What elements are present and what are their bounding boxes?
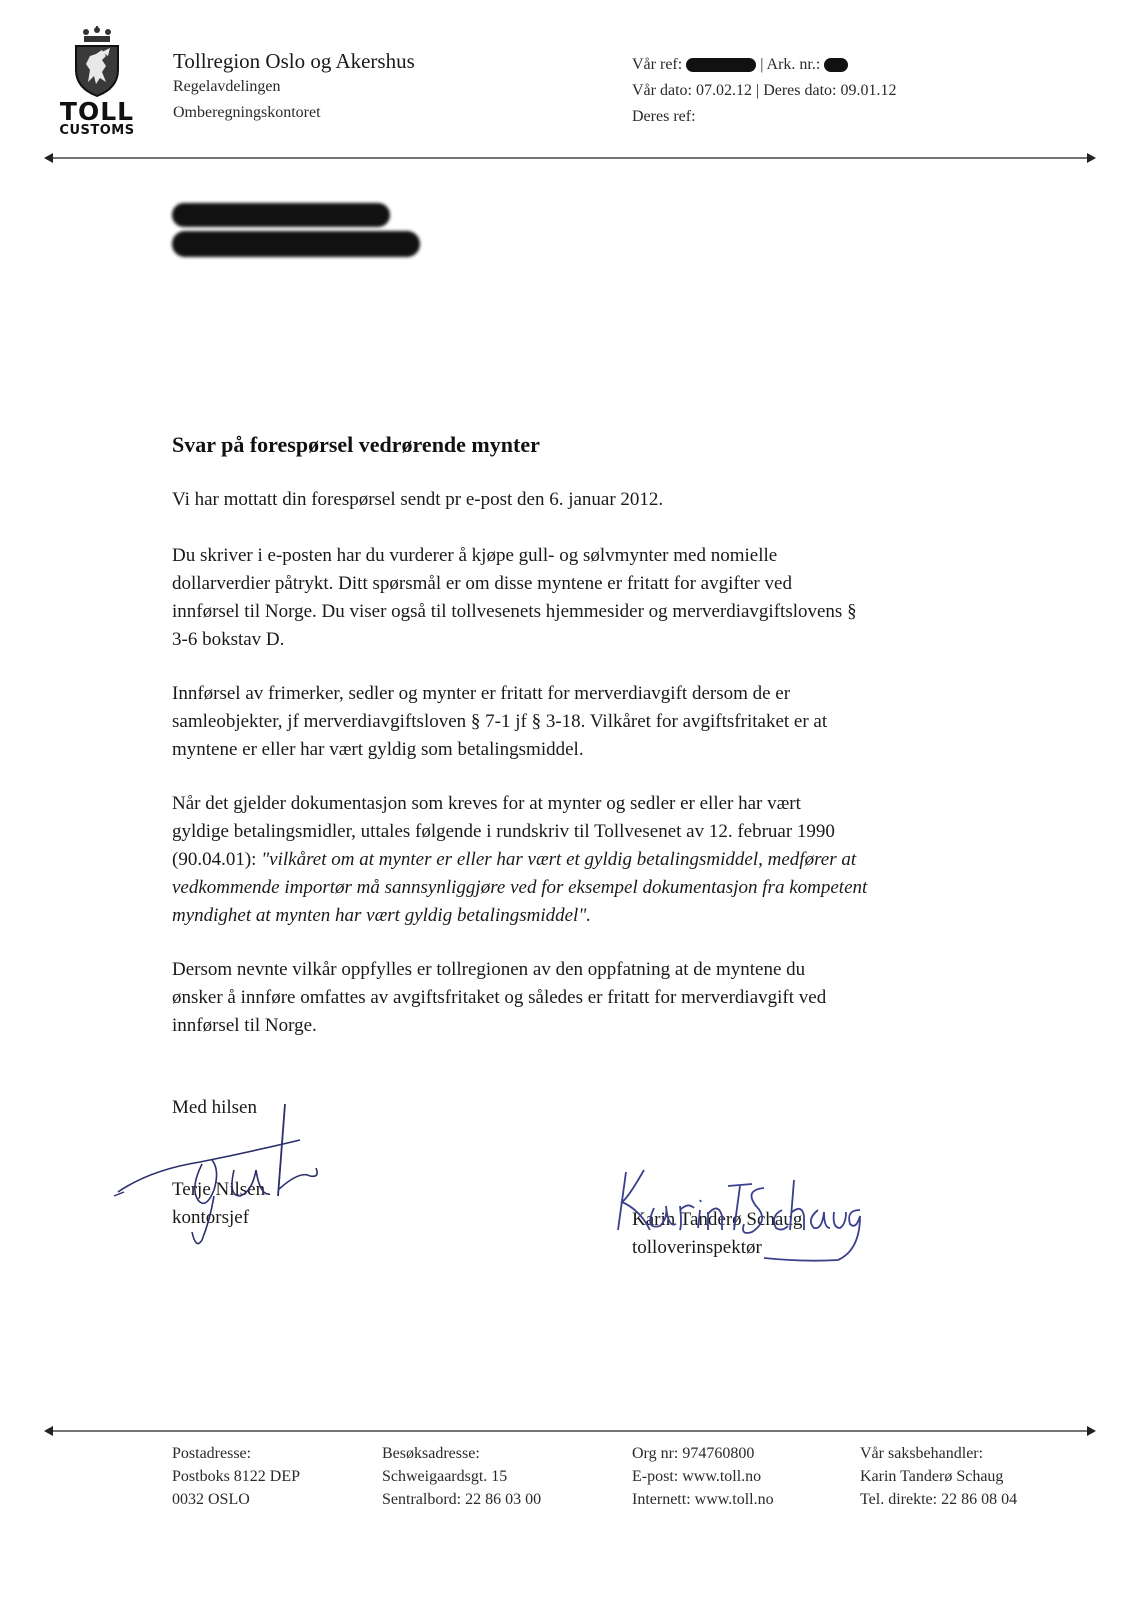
quoted-text: "vilkåret om at mynter er eller har vært et gyldig betalingsmiddel, medfører at bbox=[261, 849, 857, 870]
ref-line-2 bbox=[632, 78, 897, 104]
footer-value: 0032 OSLO bbox=[172, 1491, 250, 1508]
toll-customs-logo bbox=[52, 26, 142, 146]
paragraph-line: Du skriver i e-posten har du vurderer å kjøpe gull- og sølvmynter med nomielle bbox=[172, 545, 778, 566]
redacted-recipient-name bbox=[172, 203, 390, 227]
quoted-text: vedkommende importør må sannsynliggjøre ved for eksempel dokumentasjon fra kompetent bbox=[172, 877, 868, 898]
footer-org-info bbox=[632, 1442, 774, 1511]
signer-1-title: kontorsjef bbox=[172, 1207, 250, 1228]
header-divider bbox=[44, 152, 1096, 164]
footer-value: Karin Tanderø Schaug bbox=[860, 1468, 1004, 1485]
logo-wordmark: TOLL bbox=[59, 97, 135, 126]
ref-line-1 bbox=[632, 52, 897, 78]
footer-value: E-post: www.toll.no bbox=[632, 1468, 762, 1485]
paragraph-line: innførsel til Norge. bbox=[172, 1015, 317, 1036]
footer-label: Besøksadresse: bbox=[382, 1445, 480, 1462]
paragraph-2 bbox=[172, 542, 1012, 654]
var-ref-label: Vår ref: bbox=[632, 56, 683, 73]
sender-block bbox=[173, 48, 415, 126]
letter-title: Svar på forespørsel vedrørende mynter bbox=[172, 432, 540, 457]
ref-separator: | bbox=[755, 82, 760, 99]
ark-nr-label: Ark. nr.: bbox=[766, 56, 821, 73]
logo-subwordmark: CUSTOMS bbox=[59, 123, 135, 138]
footer-postal-address bbox=[172, 1442, 300, 1511]
reference-block bbox=[632, 52, 897, 130]
footer-value: Tel. direkte: 22 86 08 04 bbox=[860, 1491, 1018, 1508]
norwegian-lion-coat-of-arms-icon bbox=[72, 26, 122, 98]
ref-separator: | bbox=[760, 56, 764, 73]
signer-2-title: tolloverinspektør bbox=[632, 1237, 762, 1258]
org-name: Tollregion Oslo og Akershus bbox=[173, 49, 415, 73]
paragraph-line: gyldige betalingsmidler, uttales følgende i rundskriv til Tollvesenet av 12. februar 1990 bbox=[172, 821, 835, 842]
ref-line-3 bbox=[632, 104, 897, 130]
deres-dato: 09.01.12 bbox=[840, 82, 897, 99]
paragraph-line: Dersom nevnte vilkår oppfylles er tollregionen av den oppfatning at de myntene du bbox=[172, 959, 806, 980]
handwritten-signature-2 bbox=[614, 1150, 864, 1270]
footer-label: Postadresse: bbox=[172, 1445, 252, 1462]
paragraph-line: samleobjekter, jf merverdiavgiftsloven § 7-1 jf § 3-18. Vilkåret for avgiftsfritaket er at bbox=[172, 711, 828, 732]
footer-value: Postboks 8122 DEP bbox=[172, 1468, 301, 1485]
footer-case-handler bbox=[860, 1442, 1017, 1511]
redacted-ref bbox=[686, 58, 756, 72]
paragraph-1 bbox=[172, 486, 1012, 514]
paragraph-line: 3-6 bokstav D. bbox=[172, 629, 285, 650]
deres-ref-label: Deres ref: bbox=[632, 108, 696, 125]
paragraph-line: myntene er eller har vært gyldig som betalingsmiddel. bbox=[172, 739, 584, 760]
paragraph-line: innførsel til Norge. Du viser også til tollvesenets hjemmesider og merverdiavgiftslovens § bbox=[172, 601, 857, 622]
paragraph-line bbox=[172, 846, 1012, 874]
redacted-recipient-address bbox=[172, 231, 420, 257]
paragraph-line: Når det gjelder dokumentasjon som kreves for at mynter og sedler er eller har vært bbox=[172, 793, 801, 814]
footer-visiting-address bbox=[382, 1442, 541, 1511]
quoted-text: myndighet at mynten har vært gyldig betalingsmiddel". bbox=[172, 905, 592, 926]
circular-reference: (90.04.01): bbox=[172, 849, 262, 870]
signer-1-name: Terje Nilsen bbox=[172, 1179, 266, 1200]
deres-dato-label: Deres dato: bbox=[763, 82, 837, 99]
paragraph-3 bbox=[172, 680, 1012, 764]
footer-label: Vår saksbehandler: bbox=[860, 1445, 984, 1462]
signer-2-name: Karin Tanderø Schaug bbox=[632, 1209, 803, 1230]
paragraph-line: Vi har mottatt din forespørsel sendt pr e-post den 6. januar 2012. bbox=[172, 489, 664, 510]
footer-divider bbox=[44, 1425, 1096, 1437]
paragraph-5 bbox=[172, 956, 1012, 1040]
footer-value: Internett: www.toll.no bbox=[632, 1491, 774, 1508]
footer-value: Schweigaardsgt. 15 bbox=[382, 1468, 508, 1485]
var-dato-label: Vår dato: bbox=[632, 82, 692, 99]
footer-value: Sentralbord: 22 86 03 00 bbox=[382, 1491, 542, 1508]
redacted-ark-nr bbox=[824, 58, 848, 72]
office: Omberegningskontoret bbox=[173, 104, 321, 121]
closing-greeting: Med hilsen bbox=[172, 1097, 257, 1118]
var-dato: 07.02.12 bbox=[695, 82, 752, 99]
department: Regelavdelingen bbox=[173, 78, 281, 95]
footer-value: Org nr: 974760800 bbox=[632, 1445, 755, 1462]
handwritten-signature-1 bbox=[110, 1100, 330, 1250]
paragraph-4 bbox=[172, 790, 1012, 930]
paragraph-line: Innførsel av frimerker, sedler og mynter er fritatt for merverdiavgift dersom de er bbox=[172, 683, 791, 704]
paragraph-line: dollarverdier påtrykt. Ditt spørsmål er om disse myntene er fritatt for avgifter ved bbox=[172, 573, 792, 594]
paragraph-line: ønsker å innføre omfattes av avgiftsfritaket og således er fritatt for merverdiavgift ved bbox=[172, 987, 827, 1008]
